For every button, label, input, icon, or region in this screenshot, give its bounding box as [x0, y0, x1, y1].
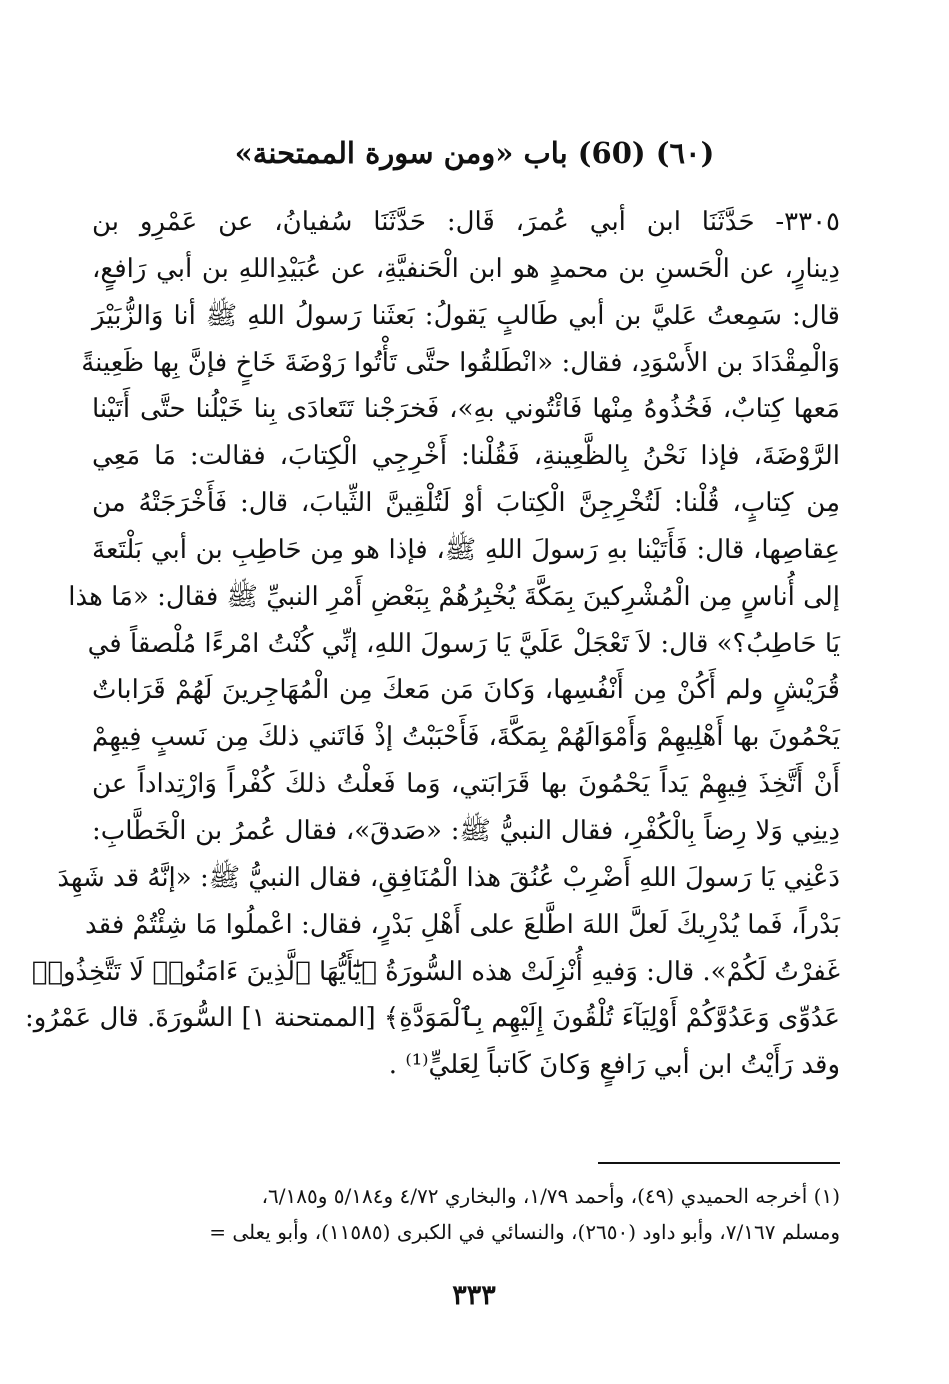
text-line: قال: سَمِعتُ عَليَّ بن أبي طَالبٍ يَقولُ: بَعثَنا رَسولُ اللهِ ﷺ أنا وَالزُّبَيْرَ	[92, 300, 840, 331]
text-line: إلى أُناسٍ مِن الْمُشْرِكينَ بِمَكَّةَ يُخْبِرُهُمْ بِبَعْضِ أَمْرِ النبيِّ ﷺ فقال: «مَا هذا	[68, 581, 840, 612]
text-line: ٣٣٠٥- حَدَّثَنَا ابن أبي عُمرَ، قَال: حَدَّثَنَا سُفيانُ، عن عَمْرِو بن	[92, 207, 840, 237]
text-line: قُرَيْشٍ ولم أَكُنْ مِن أَنْفُسِها، وَكانَ مَن مَعكَ مِن الْمُهَاجِرينَ لَهُمْ قَرَاباتٌ	[92, 675, 840, 706]
text-line: غَفرْتُ لَكُمْ». قال: وَفيهِ أُنْزِلَتْ هذه السُّورَةُ ﴿يَٰٓأَيُّهَا ٱلَّذِينَ ءَامَنُوا۟ لَا تَتَّخِذُوا۟	[31, 956, 840, 987]
footnote-separator	[598, 1162, 840, 1164]
text-line: يَحْمُونَ بها أَهْلِيهِمْ وَأَمْوَالَهُمْ بِمَكَّةَ، فَأَحْبَبْتُ إذْ فَاتَني ذلكَ مِن نَسبٍ فِيهِمْ	[92, 722, 840, 753]
text-line: دَعْنِي يَا رَسولَ اللهِ أَضْرِبْ عُنُقَ هذا الْمُنَافِقِ، فقال النبيُّ ﷺ: «إنَّهُ قد شَهِدَ	[57, 862, 840, 893]
text-line: عَدُوِّى وَعَدُوَّكُمْ أَوْلِيَآءَ تُلْقُونَ إِلَيْهِم بِٱلْمَوَدَّةِ﴾ [الممتحنة ١] السُّورَةَ. قال عَمْرُو:	[24, 1003, 840, 1034]
page-number: ٣٣٣	[452, 1280, 496, 1311]
text-line: يَا حَاطِبُ؟» قال: لاَ تَعْجَلْ عَلَيَّ يَا رَسولَ اللهِ، إنِّي كُنْتُ امْرءًا مُلْصقاً في	[87, 628, 840, 659]
text-line: وَالْمِقْدَادَ بن الأَسْوَدِ، فقال: «انْطَلقُوا حتَّى تَأْتُوا رَوْضَةَ خَاخٍ فإنَّ بِها ظَعِينةً	[81, 347, 840, 378]
text-line: أَنْ أَتَّخِذَ فِيهِمْ يَداً يَحْمُونَ بها قَرَابَتي، وَما فَعلْتُ ذلكَ كُفْراً وَارْتِداداً عن	[92, 769, 840, 800]
text-line: بَدْراً، فَما يُدْرِيكَ لَعلَّ اللهَ اطَّلعَ على أَهْلِ بَدْرٍ، فقال: اعْملُوا مَا شِئْتُمْ فقد	[85, 909, 840, 940]
text-line: عِقاصِها، قال: فَأَتَيْنا بهِ رَسولَ اللهِ ﷺ، فإذا هو مِن حَاطِبِ بن أبي بَلْتَعةَ	[92, 534, 840, 565]
text-line: دِينِي وَلا رِضاً بِالْكُفْرِ، فقال النبيُّ ﷺ: «صَدقَ»، فقال عُمرُ بن الْخَطَّابِ:	[92, 815, 840, 846]
text-line: وقد رَأَيْتُ ابن أبي رَافعٍ وَكانَ كَاتباً لِعَليٍّ⁽¹⁾ .	[388, 1050, 840, 1081]
text-line: مِن كِتابٍ، قُلْنا: لَتُخْرِجِنَّ الْكِتابَ أوْ لَتُلْقِينَّ الثِّيابَ، قال: فَأَخْرَجَتْهُ من	[92, 488, 840, 519]
hadith-text	[24, 199, 840, 1089]
footnote-line: ومسلم ٧/١٦٧، وأبو داود (٢٦٥٠)، والنسائي في الكبرى (١١٥٨٥)، وأبو يعلى =	[209, 1220, 840, 1244]
text-line: مَعها كِتابٌ، فَخُذُوهُ مِنْها فَائْتُوني بهِ»، فَخرَجْنا تَتَعادَى بِنا خَيْلُنا حتَّى أَتَيْنا	[92, 394, 840, 425]
footnotes	[100, 1178, 840, 1250]
text-line: الرَّوْضَةَ، فإذا نَحْنُ بِالظَّعِينةِ، فَقُلْنا: أَخْرِجِي الْكِتابَ، فقالت: مَا مَعِي	[92, 441, 840, 472]
footnote-line: (١) أخرجه الحميدي (٤٩)، وأحمد ١/٧٩، والبخاري ٤/٧٢ و٥/١٨٤ و٦/١٨٥،	[261, 1184, 840, 1208]
text-line: دِينارٍ، عن الْحَسنِ بن محمدٍ هو ابن الْحَنفيَّةِ، عن عُبَيْدِاللهِ بن أبي رَافعٍ،	[92, 253, 840, 284]
chapter-title: (٦٠) (60) باب «ومن سورة الممتحنة»	[234, 136, 715, 170]
